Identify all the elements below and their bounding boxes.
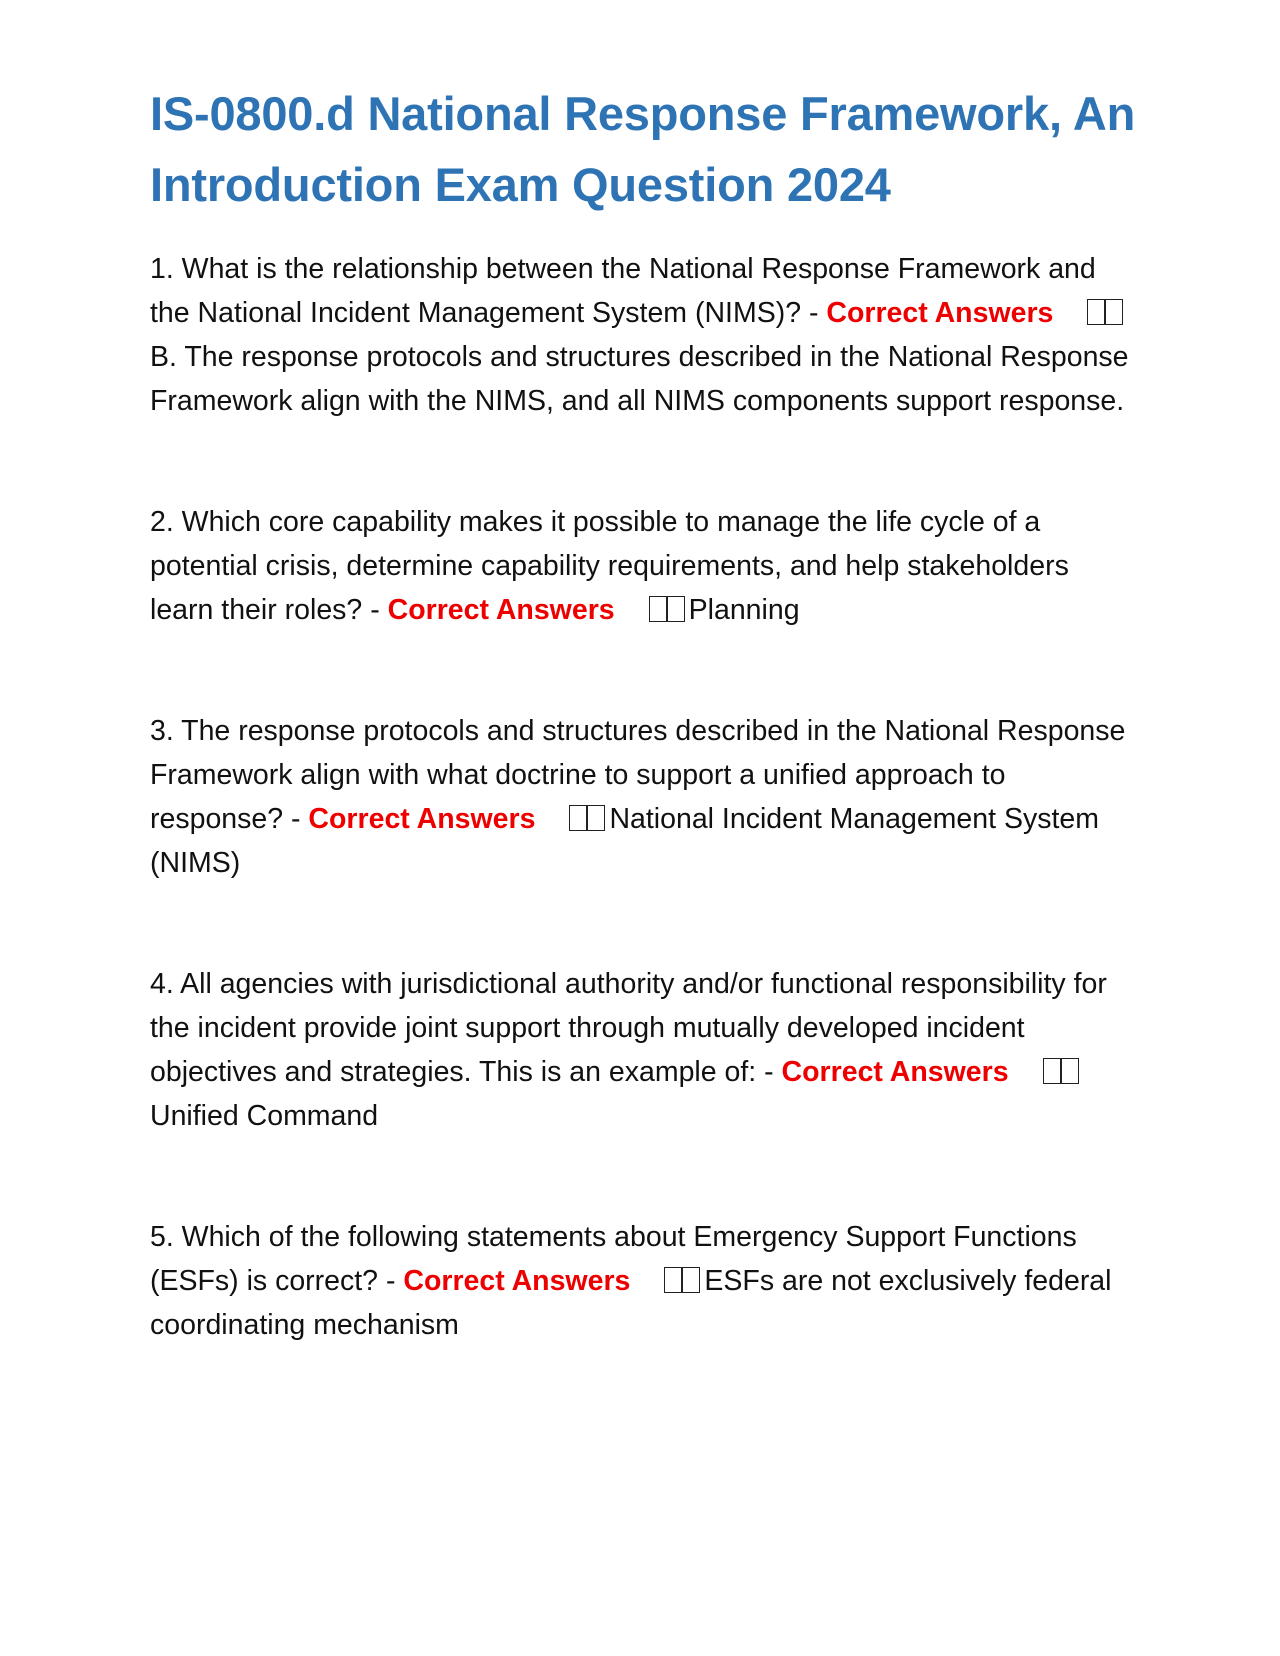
missing-glyph-icon: [565, 809, 609, 831]
answer-text: ESFs are not exclusively federal coordinating mechanism: [150, 1265, 1112, 1341]
question-text: 1. What is the relationship between the National Response Framework and the National Incident Management System (NIMS)?: [150, 253, 1096, 329]
question-item-4: [150, 962, 1140, 1138]
document-page: [150, 78, 1140, 1347]
missing-glyph-icon: [645, 600, 689, 622]
correct-answers-label: Correct Answers: [308, 803, 536, 835]
question-text: 4. All agencies with jurisdictional authority and/or functional responsibility for the incident provide joint support through mutually developed incident objectives and strategies. This is an example of:: [150, 968, 1107, 1088]
separator: -: [378, 1265, 404, 1297]
missing-glyph-icon: [660, 1271, 704, 1293]
question-text: 3. The response protocols and structures described in the National Response Framework align with what doctrine to support a unified approach to response?: [150, 715, 1126, 835]
missing-glyph-icon: [1039, 1062, 1083, 1084]
answer-text: Unified Command: [150, 1100, 379, 1132]
answer-text: B. The response protocols and structures described in the National Response Framework align with the NIMS, and all NIMS components support response.: [150, 341, 1129, 417]
separator: -: [362, 594, 388, 626]
separator: -: [283, 803, 309, 835]
question-text: 5. Which of the following statements about Emergency Support Functions (ESFs) is correct?: [150, 1221, 1077, 1297]
separator: -: [756, 1056, 782, 1088]
question-list: [150, 247, 1140, 1347]
missing-glyph-icon: [1083, 303, 1127, 325]
question-text: 2. Which core capability makes it possible to manage the life cycle of a potential crisis, determine capability requirements, and help stakeholders learn their roles?: [150, 506, 1069, 626]
correct-answers-label: Correct Answers: [387, 594, 615, 626]
question-item-2: [150, 500, 1140, 632]
correct-answers-label: Correct Answers: [781, 1056, 1009, 1088]
correct-answers-label: Correct Answers: [826, 297, 1054, 329]
question-item-3: [150, 709, 1140, 885]
answer-text: Planning: [688, 594, 800, 626]
question-item-5: [150, 1215, 1140, 1347]
correct-answers-label: Correct Answers: [403, 1265, 631, 1297]
document-title: IS-0800.d National Response Framework, An Introduction Exam Question 2024: [150, 87, 1136, 211]
answer-text: National Incident Management System (NIMS): [150, 803, 1099, 879]
question-item-1: [150, 247, 1140, 423]
separator: -: [801, 297, 827, 329]
